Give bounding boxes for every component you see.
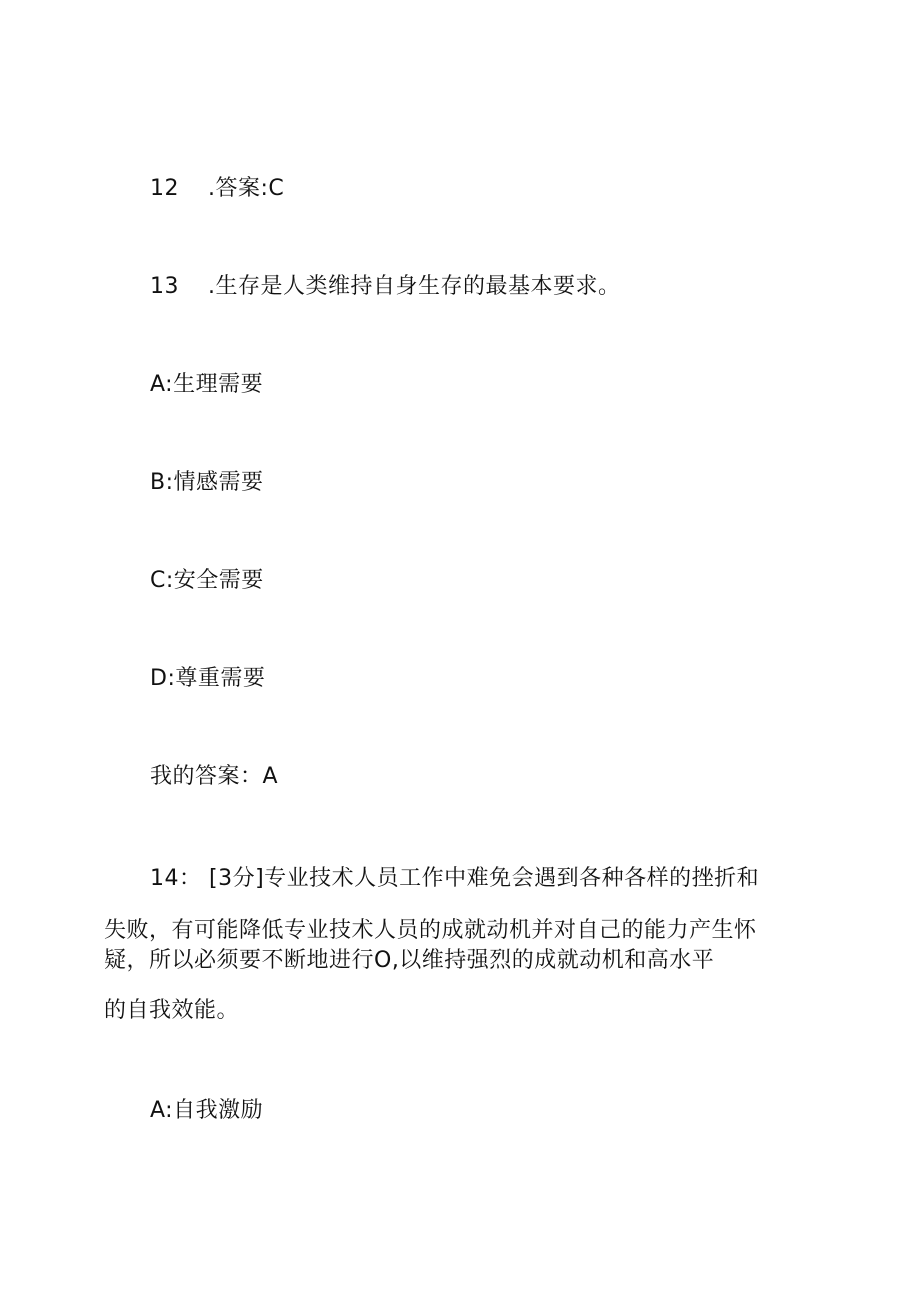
q13-my-answer: 我的答案：A (150, 764, 279, 789)
q13-number: 13 (150, 274, 179, 299)
q12-number: 12 (150, 176, 179, 201)
q13-option-b: B:情感需要 (150, 470, 264, 495)
q13-option-a: A:生理需要 (150, 372, 264, 397)
q12-text: .答案:C (208, 176, 285, 201)
q14-text-line-3: 疑，所以必须要不断地进行O,以维持强烈的成就动机和高水平 (104, 948, 715, 973)
q14-text-line-2: 失败，有可能降低专业技术人员的成就动机并对自己的能力产生怀 (104, 918, 757, 943)
q13-option-c: C:安全需要 (150, 568, 264, 593)
q13-text: .生存是人类维持自身生存的最基本要求。 (208, 274, 621, 299)
q13-option-d: D:尊重需要 (150, 666, 266, 691)
q13-line (150, 272, 621, 302)
q14-text-line-4: 的自我效能。 (104, 998, 240, 1023)
q14-text-line-1: 14： [3分]专业技术人员工作中难免会遇到各种各样的挫折和 (150, 866, 760, 891)
q14-option-a: A:自我激励 (150, 1098, 264, 1123)
q12-line (150, 174, 284, 204)
